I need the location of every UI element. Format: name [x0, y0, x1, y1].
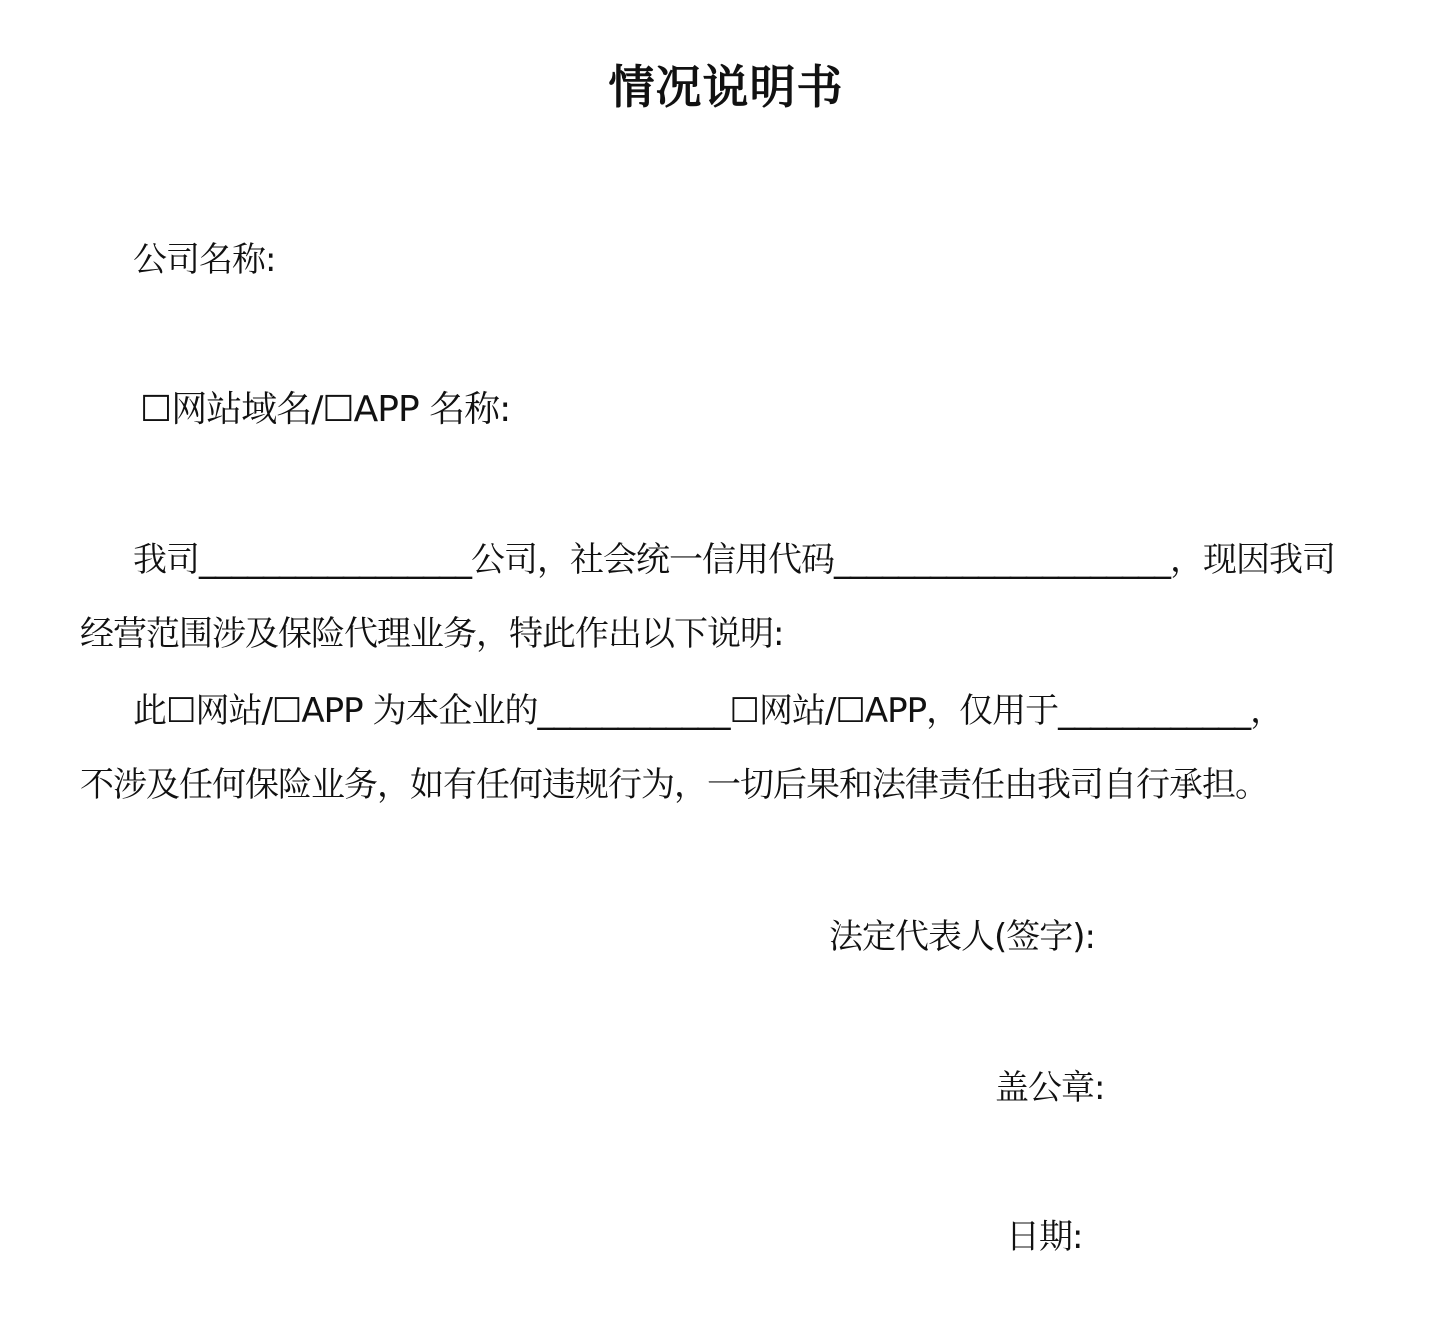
paragraph-1-line-2: 经营范围涉及保险代理业务，特此作出以下说明:: [80, 614, 784, 654]
date-label: 日期:: [1006, 1217, 1083, 1257]
company-name-label: 公司名称:: [133, 240, 276, 280]
signature-label: 法定代表人(签字):: [829, 917, 1095, 957]
seal-label: 盖公章:: [995, 1068, 1105, 1108]
app-name-label: ☐网站域名/☐APP 名称:: [140, 389, 511, 430]
page-title: 情况说明书: [608, 60, 844, 114]
paragraph-1-line-1: 我司_________________公司，社会统一信用代码_____________________，现因我司: [133, 540, 1335, 580]
paragraph-2-line-2: 不涉及任何保险业务，如有任何违规行为，一切后果和法律责任由我司自行承担。: [80, 765, 1268, 805]
paragraph-2-line-1: 此☐网站/☐APP 为本企业的____________☐网站/☐APP，仅用于____________，: [133, 691, 1284, 731]
